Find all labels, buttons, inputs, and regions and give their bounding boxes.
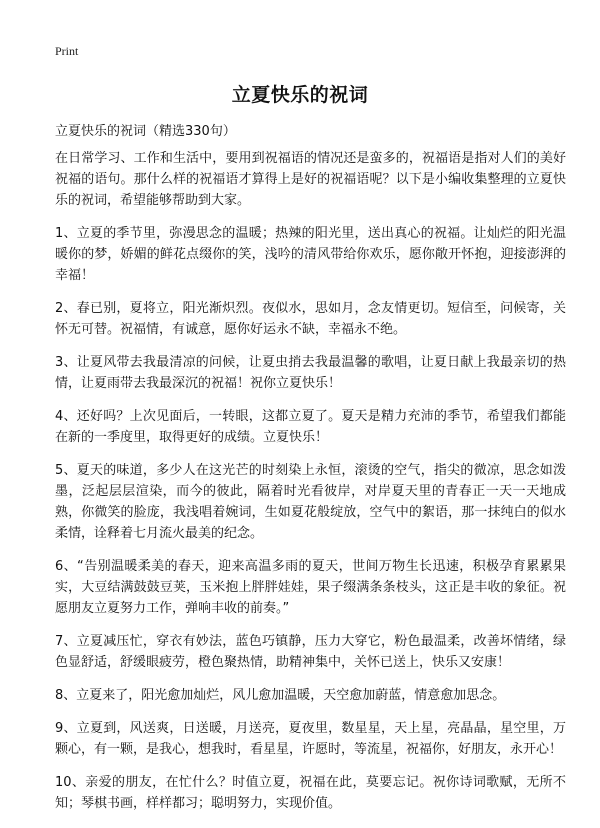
intro-paragraph: 在日常学习、工作和生活中，要用到祝福语的情况还是蛮多的，祝福语是指对人们的美好祝福的语句。那什么样的祝福语才算得上是好的祝福语呢？以下是小编收集整理的立夏快乐的祝词，希望能够帮助到大家。	[55, 151, 566, 208]
list-item: 4、还好吗？上次见面后，一转眼，这都立夏了。夏天是精力充沛的季节，希望我们都能在新的一季度里，取得更好的成绩。立夏快乐！	[55, 409, 566, 445]
list-item: 3、让夏风带去我最清凉的问候，让夏虫捎去我最温馨的歌唱，让夏日献上我最亲切的热情，让夏雨带去我最深沉的祝福！祝你立夏快乐！	[55, 355, 566, 391]
list-item: 1、立夏的季节里，弥漫思念的温暖；热辣的阳光里，送出真心的祝福。让灿烂的阳光温暖你的梦，娇媚的鲜花点缀你的笑，浅吟的清风带给你欢乐，愿你敞开怀抱，迎接澎湃的幸福！	[55, 226, 566, 283]
print-link[interactable]: Print	[55, 44, 79, 58]
page-title: 立夏快乐的祝词	[231, 84, 369, 106]
list-item: 8、立夏来了，阳光愈加灿烂，风儿愈加温暖，天空愈加蔚蓝，情意愈加思念。	[55, 688, 506, 703]
page-subtitle: 立夏快乐的祝词（精选330句）	[55, 124, 236, 139]
list-item: 5、夏天的味道，多少人在这光芒的时刻染上永恒，滚烫的空气，指尖的微凉，思念如泼墨，泛起层层渲染，而今的彼此，隔着时光看彼岸，对岸夏天里的青春正一天一天地成熟，你微笑的脸庞，我浅唱着婉词，生如夏花般绽放，空气中的絮语，那一抹纯白的似水柔情，诠释着七月流火最美的纪念。	[55, 463, 566, 541]
list-item: 9、立夏到，风送爽，日送暖，月送亮，夏夜里，数星星，天上星，亮晶晶，星空里，万颗心，有一颗，是我心，想我时，看星星，许愿时，等流星，祝福你，好朋友，永开心！	[55, 721, 566, 757]
list-item: 7、立夏减压忙，穿衣有妙法，蓝色巧镇静，压力大穿它，粉色最温柔，改善坏情绪，绿色显舒适，舒缓眼疲劳，橙色聚热情，助精神集中，关怀已送上，快乐又安康！	[55, 634, 566, 670]
article-body	[55, 148, 566, 826]
list-item: 6、“告别温暖柔美的春天，迎来高温多雨的夏天，世间万物生长迅速，积极孕育累累果实，大豆结满鼓鼓豆荚，玉米抱上胖胖娃娃，果子缀满条条枝头，这正是丰收的象征。祝愿朋友立夏努力工作，弹响丰收的前奏。”	[55, 559, 566, 616]
list-item: 10、亲爱的朋友，在忙什么？时值立夏，祝福在此，莫要忘记。祝你诗词歌赋，无所不知；琴棋书画，样样都习；聪明努力，实现价值。	[55, 775, 566, 811]
list-item: 2、春已别，夏将立，阳光渐炽烈。夜似水，思如月，念友情更切。短信至，问候寄，关怀无可替。祝福情，有诚意，愿你好运永不缺，幸福永不绝。	[55, 301, 566, 337]
